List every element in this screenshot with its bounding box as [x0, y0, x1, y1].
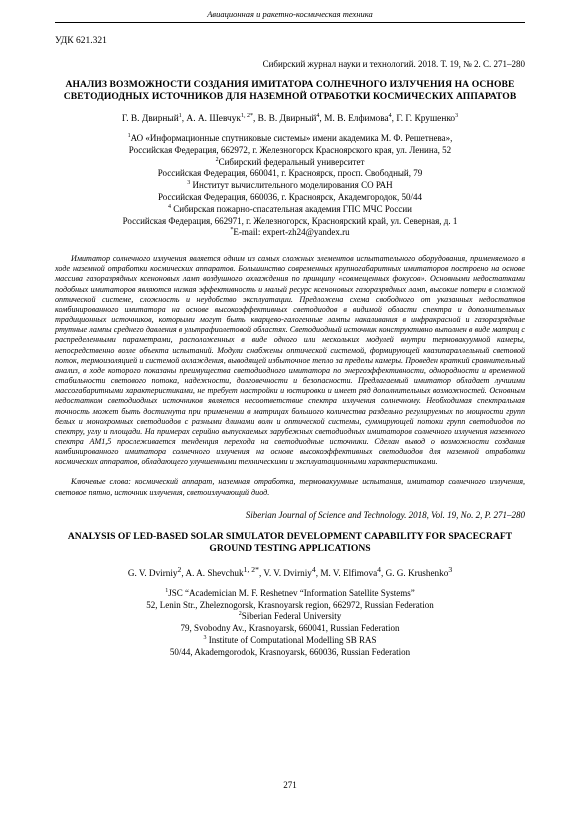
- affiliation-line: [55, 145, 525, 157]
- affiliation-text: Российская Федерация, 660041, г. Красноярск, просп. Свободный, 79: [157, 168, 423, 179]
- affiliation-text: 50/44, Akademgorodok, Krasnoyarsk, 660036, Russian Federation: [169, 646, 411, 657]
- affiliation-mark: 3: [187, 180, 191, 187]
- affiliation-line: [55, 168, 525, 180]
- author-separator: ,: [380, 567, 386, 578]
- author-affiliation-mark: 1, 2*: [243, 564, 259, 574]
- affiliation-line: [55, 216, 525, 228]
- affiliation-line: [55, 611, 525, 623]
- author-list-en: [55, 565, 525, 578]
- affiliation-text: Российская Федерация, 660036, г. Красноярск, Академгородок, 50/44: [157, 191, 423, 202]
- affiliation-text: Сибирский федеральный университет: [218, 156, 365, 167]
- affiliation-line: [55, 635, 525, 647]
- author-separator: ,: [181, 114, 187, 124]
- keywords-ru: Ключевые слова: космический аппарат, наземная отработка, термовакуумные испытания, имитатор солнечного излучения, световое пятно, источник излучения, светоизлучающий диод.: [55, 477, 525, 497]
- author-name: Г. В. Двирный: [121, 114, 179, 124]
- affiliation-text: Российская Федерация, 662971, г. Железногорск, Красноярский край, ул. Северная, д. 1: [122, 215, 458, 226]
- author-name: Г. Г. Крушенко: [396, 114, 456, 124]
- author-separator: ,: [391, 114, 397, 124]
- affiliation-text: Сибирская пожарно-спасательная академия ГПС МЧС России: [171, 203, 412, 214]
- author-separator: ,: [258, 567, 264, 578]
- running-head: Авиационная и ракетно-космическая техника: [55, 0, 525, 23]
- journal-citation-en: Siberian Journal of Science and Technology. 2018, Vol. 19, No. 2, P. 271–280: [245, 509, 525, 520]
- affiliation-line: [55, 623, 525, 635]
- author-separator: ,: [181, 567, 186, 578]
- author-affiliation-mark: 1, 2*: [240, 112, 253, 119]
- author-separator: ,: [319, 114, 325, 124]
- affiliation-mark: 1: [165, 587, 169, 594]
- author-name: А. А. Шевчук: [186, 114, 241, 124]
- author-affiliation-mark: 4: [377, 564, 381, 574]
- affiliation-line: [55, 157, 525, 169]
- author-affiliation-mark: 1: [178, 112, 182, 119]
- affiliation-text: Institute of Computational Modelling SB RAS: [206, 635, 377, 646]
- author-name: В. В. Двирный: [257, 114, 317, 124]
- affiliation-line: [55, 204, 525, 216]
- article-title-en: ANALYSIS OF LED-BASED SOLAR SIMULATOR DEVELOPMENT CAPABILITY FOR SPACECRAFT GROUND TESTING APPLICATIONS: [67, 530, 513, 554]
- affiliation-line: [55, 647, 525, 659]
- author-name: G. G. Krushenko: [385, 567, 449, 578]
- author-affiliation-mark: 3: [448, 564, 453, 574]
- affiliation-text: E-mail: expert-zh24@yandex.ru: [233, 227, 350, 238]
- author-list-ru: [55, 114, 525, 124]
- author-name: G. V. Dvirniy: [127, 567, 178, 578]
- author-name: V. V. Dvirniy: [263, 567, 312, 578]
- author-affiliation-mark: 4: [316, 112, 320, 119]
- affiliation-mark: *: [230, 227, 234, 234]
- author-affiliation-mark: 3: [455, 112, 459, 119]
- affiliation-mark: 2: [238, 611, 242, 618]
- affiliation-text: Институт вычислительного моделирования СО РАН: [190, 180, 393, 191]
- affiliation-text: АО «Информационные спутниковые системы» имени академика М. Ф. Решетнева»,: [130, 133, 453, 143]
- affiliation-mark: 3: [203, 635, 207, 642]
- author-affiliation-mark: 4: [388, 112, 392, 119]
- affiliations-en: [55, 588, 525, 659]
- affiliations-ru: [55, 133, 525, 239]
- abstract-ru: Имитатор солнечного излучения является одним из самых сложных элементов испытательного оборудования, применяемого в ходе наземной отработки космических аппаратов. Большинство современных крупногабаритных имитаторов построено на основе массива газоразрядных ксеноновых ламп воздушного охлаждения по принципу «совмещенных фокусов». Основными недостатками подобных имитаторов являются низкая эффективность и малый ресурс ксеноновых газоразрядных ламп, высокие потери в сложной оптической системе, сложность и неудобство эксплуатации. Предложена схема свободного от указанных недостатков комбинированного имитатора на основе высокоэффективных светодиодов в видимой области спектра и дополнительных традиционных источников, которыми могут быть кварцево-галогенные лампы накаливания в инфракрасной и газоразрядные ртутные лампы среднего давления в ультрафиолетовой областях. Светодиодный источник конструктивно выполнен в виде матриц с распределенными параметрами, расположенных в виде одного или нескольких модулей внутри термовакуумной камеры, непосредственно возле объекта испытаний. Модули снабжены оптической системой, формирующей квазипараллельный световой поток, термоизоляцией и системой охлаждения, выводящей избыточное тепло за пределы камеры. Проведен краткий сравнительный анализ, в ходе которого показаны преимущества светодиодного имитатора по энергоэффективности, однородности и временной стабильности светового потока, надежности, долговечности и безопасности. Предлагаемый имитатор обладает лучшими массогабаритными характеристиками, не требует настройки и юстировки и имеет ряд дополнительных возможностей. Основным недостатком светодиодных источников является несоответствие спектра излучения солнечному. Необходимая спектральная точность может быть достигнута при применении в матрицах большого количества раздельно регулируемых по мощности групп белых и монохромных светодиодов с разными длинами волн и оптической системы, суммирующей потоки групп светодиодов по спектру, углу и площади. На примерах серийно выпускаемых зарубежных светодиодных имитаторов солнечного излучения наземного спектра AM1,5 прослеживается тенденция перехода на светодиодные источники. Сделан вывод о возможности создания комбинированного имитатора солнечного излучения на основе высокоэффективных светодиодов для наземной отработки космических аппаратов, обладающего улучшенными техническими и эксплуатационными характеристиками.: [55, 254, 525, 467]
- author-name: A. A. Shevchuk: [185, 567, 244, 578]
- affiliation-text: 79, Svobodny Av., Krasnoyarsk, 660041, Russian Federation: [180, 623, 400, 634]
- affiliation-text: 52, Lenin Str., Zheleznogorsk, Krasnoyarsk region, 662972, Russian Federation: [146, 599, 434, 610]
- affiliation-text: Siberian Federal University: [241, 611, 342, 622]
- author-affiliation-mark: 4: [311, 564, 316, 574]
- affiliation-mark: 1: [127, 133, 131, 139]
- affiliation-line: [55, 600, 525, 612]
- affiliation-line: [55, 192, 525, 204]
- affiliation-line: [55, 180, 525, 192]
- affiliation-mark: 2: [215, 156, 219, 163]
- affiliation-line: [55, 588, 525, 600]
- journal-citation-ru: Сибирский журнал науки и технологий. 2018. Т. 19, № 2. С. 271–280: [262, 59, 525, 69]
- author-separator: ,: [315, 567, 321, 578]
- page-number: 271: [283, 780, 297, 790]
- affiliation-text: Российская Федерация, 662972, г. Железногорск Красноярского края, ул. Ленина, 52: [128, 144, 452, 155]
- author-name: М. В. Елфимова: [324, 114, 389, 124]
- affiliation-line: [55, 133, 525, 145]
- affiliation-text: JSC “Academician M. F. Reshetnev “Information Satellite Systems”: [168, 587, 415, 598]
- author-name: M. V. Elfimova: [320, 567, 378, 578]
- author-separator: ,: [252, 114, 258, 124]
- article-title-ru: АНАЛИЗ ВОЗМОЖНОСТИ СОЗДАНИЯ ИМИТАТОРА СОЛНЕЧНОГО ИЗЛУЧЕНИЯ НА ОСНОВЕ СВЕТОДИОДНЫХ ИСТОЧНИКОВ ДЛЯ НАЗЕМНОЙ ОТРАБОТКИ КОСМИЧЕСКИХ АППАРАТОВ: [63, 79, 517, 102]
- affiliation-mark: 4: [168, 203, 171, 210]
- author-affiliation-mark: 2: [177, 564, 182, 574]
- affiliation-line: [55, 227, 525, 239]
- udc-code: УДК 621.321: [55, 36, 107, 46]
